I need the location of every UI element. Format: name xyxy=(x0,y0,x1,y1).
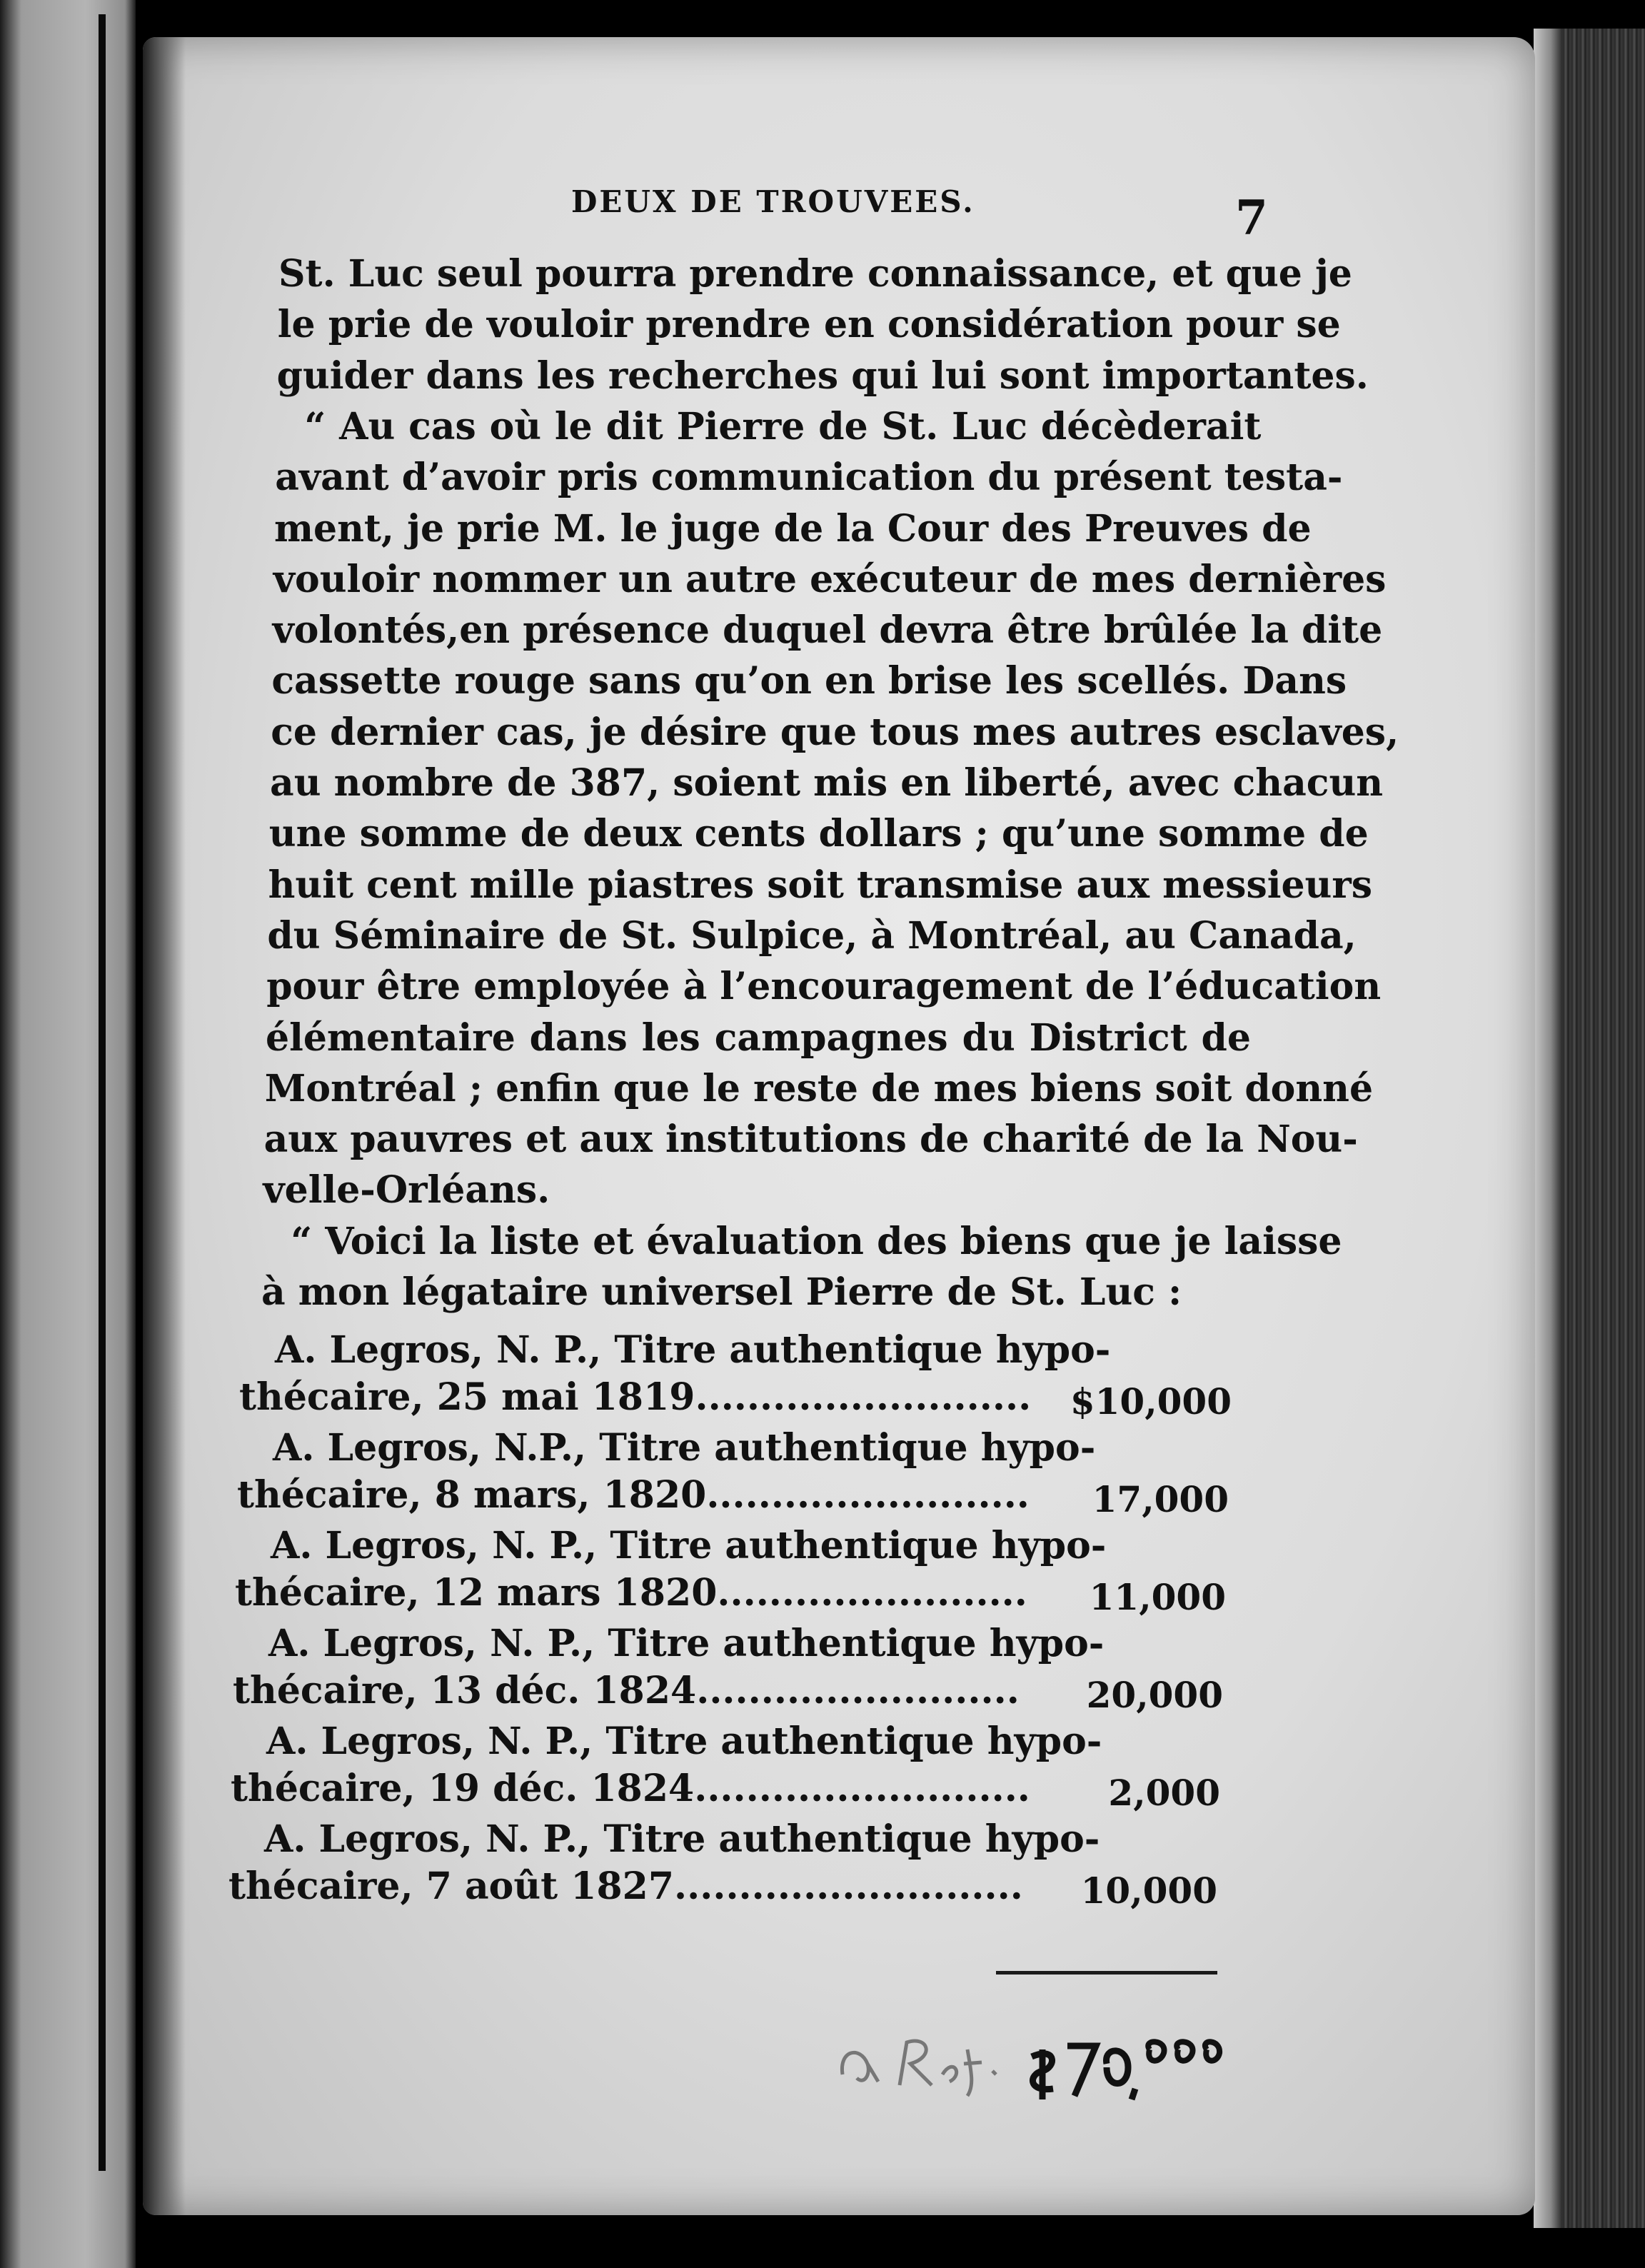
entry-date-line xyxy=(237,1473,1030,1517)
entry-title-line: A. Legros, N. P., Titre authentique hypo- xyxy=(264,1817,1100,1861)
entry-title-line: A. Legros, N.P., Titre authentique hypo- xyxy=(273,1426,1096,1470)
entry-date-line xyxy=(235,1571,1027,1615)
entry-amount: 2,000 xyxy=(1108,1772,1220,1814)
body-line: ce dernier cas, je désire que tous mes autres esclaves, xyxy=(271,710,1399,754)
body-line: volontés,en présence duquel devra être brûlée la dite xyxy=(272,608,1383,653)
body-line: St. Luc seul pourra prendre connaissance, et que je xyxy=(278,252,1352,296)
body-line: une somme de deux cents dollars ; qu’une somme de xyxy=(268,812,1369,856)
page-gutter-shadow xyxy=(143,37,186,2215)
body-line: à mon légataire universel Pierre de St. Luc : xyxy=(261,1270,1182,1314)
entry-title-line: A. Legros, N. P., Titre authentique hypo- xyxy=(266,1720,1102,1763)
body-line: élémentaire dans les campagnes du District de xyxy=(266,1015,1251,1060)
body-line: le prie de vouloir prendre en considération pour se xyxy=(277,303,1341,347)
body-line: guider dans les recherches qui lui sont importantes. xyxy=(276,353,1369,398)
body-line: pour être employée à l’encouragement de l’éducation xyxy=(266,965,1382,1009)
entry-date: thécaire, 8 mars, 1820 xyxy=(237,1473,707,1517)
page-edge-band xyxy=(1534,29,1562,2228)
entry-date: thécaire, 25 mai 1819 xyxy=(239,1375,695,1419)
body-line: “ Voici la liste et évaluation des biens que je laisse xyxy=(291,1219,1342,1263)
body-line: vouloir nommer un autre exécuteur de mes dernières xyxy=(273,557,1387,601)
entry-amount: 20,000 xyxy=(1086,1674,1223,1716)
body-line: aux pauvres et aux institutions de charité de la Nou- xyxy=(263,1118,1358,1162)
entry-title-line: A. Legros, N. P., Titre authentique hypo- xyxy=(271,1524,1107,1567)
body-line: cassette rouge sans qu’on en brise les scellés. Dans xyxy=(271,659,1347,703)
leader-dots: ......................... xyxy=(696,1669,1020,1712)
entry-title-line: A. Legros, N. P., Titre authentique hypo- xyxy=(268,1622,1105,1665)
entry-amount: 10,000 xyxy=(1080,1870,1217,1912)
book-spine xyxy=(1534,29,1645,2228)
leader-dots: ......................... xyxy=(706,1473,1030,1517)
entry-date-line xyxy=(233,1669,1020,1712)
page-number: 7 xyxy=(1235,190,1268,246)
entry-date: thécaire, 13 déc. 1824 xyxy=(233,1669,697,1712)
page-fold xyxy=(99,14,106,2171)
entry-amount: 11,000 xyxy=(1089,1576,1226,1618)
entry-amount: 17,000 xyxy=(1092,1478,1229,1520)
entry-date-line xyxy=(228,1865,1023,1908)
handwritten-note xyxy=(828,2007,1228,2107)
entry-date-line xyxy=(239,1375,1032,1419)
entry-date-line xyxy=(231,1767,1030,1810)
left-neighbour-page xyxy=(0,0,136,2268)
leader-dots: ........................ xyxy=(717,1571,1027,1615)
leader-dots: .......................... xyxy=(695,1375,1032,1419)
body-line: avant d’avoir pris communication du présent testa- xyxy=(275,456,1343,500)
body-line: au nombre de 387, soient mis en liberté, avec chacun xyxy=(270,761,1384,805)
running-title: DEUX DE TROUVEES. xyxy=(571,184,975,219)
body-line: Montréal ; enfin que le reste de mes biens soit donné xyxy=(264,1066,1374,1110)
entry-date: thécaire, 12 mars 1820 xyxy=(235,1571,718,1615)
entry-amount: $10,000 xyxy=(1070,1380,1232,1422)
entry-date: thécaire, 19 déc. 1824 xyxy=(231,1767,695,1810)
body-line: “ Au cas où le dit Pierre de St. Luc décèderait xyxy=(304,404,1262,448)
entry-date: thécaire, 7 août 1827 xyxy=(228,1865,675,1908)
body-line: velle-Orléans. xyxy=(263,1168,550,1213)
leader-dots: .......................... xyxy=(694,1767,1030,1810)
body-line: du Séminaire de St. Sulpice, à Montréal, au Canada, xyxy=(267,913,1357,958)
body-line: ment, je prie M. le juge de la Cour des Preuves de xyxy=(274,506,1312,551)
body-line: huit cent mille piastres soit transmise aux messieurs xyxy=(268,863,1373,907)
total-rule xyxy=(996,1971,1217,1975)
leader-dots: ........................... xyxy=(674,1865,1023,1908)
entry-title-line: A. Legros, N. P., Titre authentique hypo- xyxy=(275,1328,1111,1372)
